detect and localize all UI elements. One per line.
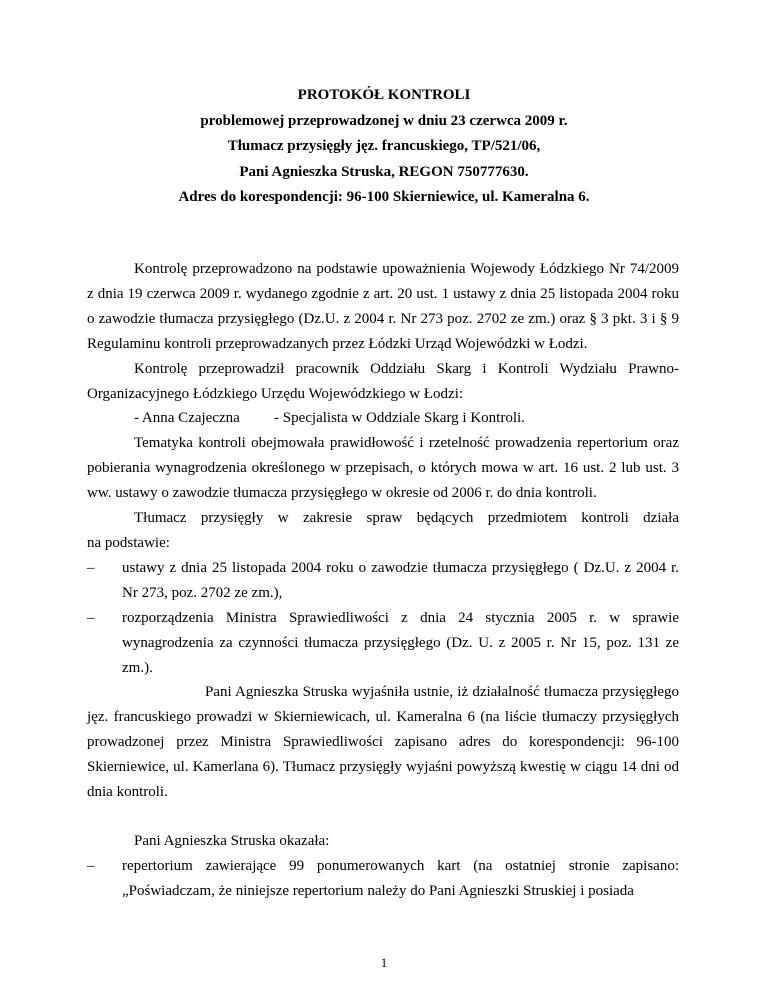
dash-bullet: – <box>87 857 95 874</box>
presented-list <box>87 854 679 904</box>
inspector-role: - Specjalista w Oddziale Skarg i Kontroli. <box>274 410 525 427</box>
legal-basis-list <box>87 556 679 681</box>
document-title: PROTOKÓŁ KONTROLI <box>297 87 471 103</box>
dash-bullet: – <box>87 559 95 576</box>
paragraph-explanation: Pani Agnieszka Struska wyjaśniła ustnie, iż działalność tłumacza przysięgłego jęz. francuskiego prowadzi w Skierniewicach, ul. Kameralna 6 (na liście tłumaczy przysięgłych prowadzonej przez Ministra Sprawiedliwości zapisano adres do korespondencji: 96-100 Skierniewice, ul. Kamerlana 6). Tłumacz przysięgły wyjaśni powyższą kwestię w ciągu 14 dni od dnia kontroli. <box>87 684 679 801</box>
header-line-date: problemowej przeprowadzonej w dniu 23 czerwca 2009 r. <box>200 112 568 129</box>
paragraph-legal-basis-intro-cont: na podstawie: <box>87 534 170 551</box>
spacer <box>87 805 679 829</box>
paragraph-inspector: Kontrolę przeprowadził pracownik Oddziału Skarg i Kontroli Wydziału Prawno-Organizacyjnego Łódzkiego Urzędu Wojewódzkiego w Łodzi: <box>87 360 679 402</box>
header-line-translator: Tłumacz przysięgły jęz. francuskiego, TP/521/06, <box>227 138 541 155</box>
page-number: 1 <box>380 955 388 970</box>
list-item-text: ustawy z dnia 25 listopada 2004 roku o zawodzie tłumacza przysięgłego ( Dz.U. z 2004 r. Nr 273, poz. 2702 ze zm.), <box>122 559 679 601</box>
header-line-name: Pani Agnieszka Struska, REGON 750777630. <box>239 163 529 180</box>
list-item-text: repertorium zawierające 99 ponumerowanych kart (na ostatniej stronie zapisano: „Poświadczam, że niniejsze repertorium należy do Pani Agnieszki Struskiej i posiada <box>122 857 679 899</box>
list-item <box>87 556 679 606</box>
paragraph-presented: Pani Agnieszka Struska okazała: <box>134 832 330 849</box>
dash-bullet: – <box>87 609 95 626</box>
inspector-name: - Anna Czajeczna <box>134 410 240 427</box>
inspector-row <box>87 406 679 431</box>
header-line-address: Adres do korespondencji: 96-100 Skierniewice, ul. Kameralna 6. <box>178 189 590 206</box>
paragraph-authorization: Kontrolę przeprowadzono na podstawie upoważnienia Wojewody Łódzkiego Nr 74/2009 z dnia 19 czerwca 2009 r. wydanego zgodnie z art. 20 ust. 1 ustawy z dnia 25 listopada 2004 roku o zawodzie tłumacza przysięgłego (Dz.U. z 2004 r. Nr 273 poz. 2702 ze zm.) oraz § 3 pkt. 3 i § 9 Regulaminu kontroli przeprowadzanych przez Łódzki Urząd Wojewódzki w Łodzi. <box>87 261 679 352</box>
paragraph-scope: Tematyka kontroli obejmowała prawidłowość i rzetelność prowadzenia repertorium oraz pobierania wynagrodzenia określonego w przepisach, o których mowa w art. 16 ust. 2 lub ust. 3 ww. ustawy o zawodzie tłumacza przysięgłego w okresie od 2006 r. do dnia kontroli. <box>87 435 679 502</box>
list-item <box>87 606 679 681</box>
document-body <box>87 257 679 904</box>
document-header <box>0 83 768 211</box>
paragraph-legal-basis-intro: Tłumacz przysięgły w zakresie spraw będących przedmiotem kontroli działa <box>134 510 679 527</box>
list-item <box>87 854 679 904</box>
list-item-text: rozporządzenia Ministra Sprawiedliwości z dnia 24 stycznia 2005 r. w sprawie wynagrodzenia za czynności tłumacza przysięgłego (Dz. U. z 2005 r. Nr 15, poz. 131 ze zm.). <box>122 609 679 676</box>
